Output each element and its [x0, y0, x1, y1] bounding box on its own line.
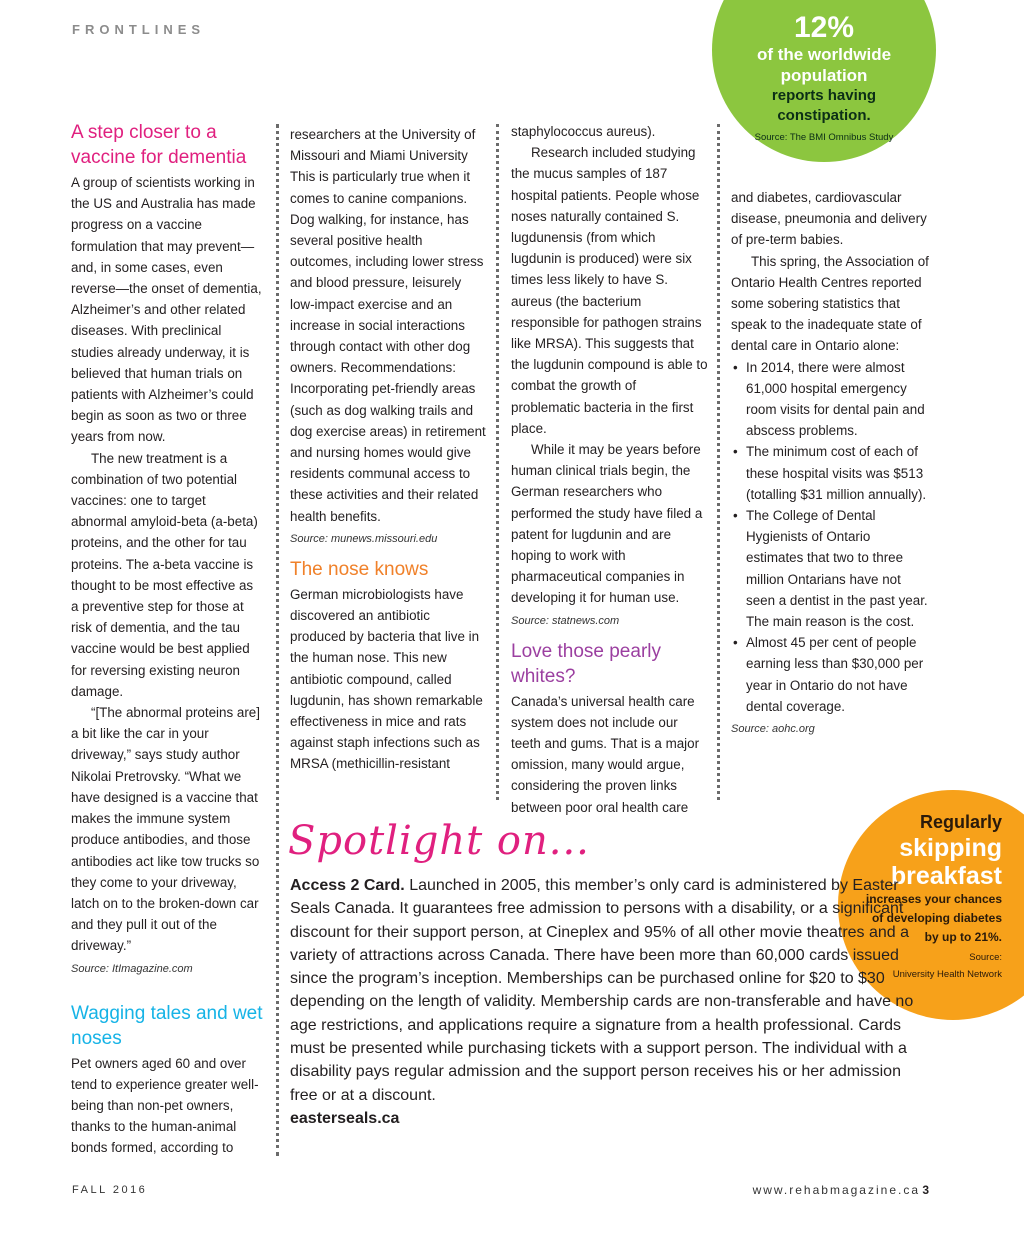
stat-text: by up to 21%. — [924, 930, 1002, 944]
spotlight-lead: Access 2 Card. — [290, 877, 405, 894]
article-paragraph: Research included studying the mucus samples of 187 hospital patients. People whose noses naturally contained S. lugdunensis (from which lugdunin is produced) were six times less likely to have S. aureus (the bacterium responsible for pathogen strains like MRSA). This suggests that the lugdunin compound is able to combat the growth of problematic bacteria in the first place. — [511, 145, 708, 436]
column-3 — [511, 121, 708, 818]
bullet-list — [731, 357, 929, 717]
stat-text: of developing diabetes — [871, 911, 1002, 925]
article-paragraph: The new treatment is a combination of two potential vaccines: one to target abnormal amyloid-beta (a-beta) proteins, and the other for tau proteins. The a-beta vaccine is thought to be most effective as a preventive step for those at risk of dementia, and the tau vaccine would be best applied for reversing existing neuron damage. — [71, 450, 258, 699]
article-paragraph: This spring, the Association of Ontario Health Centres reported some sobering statistics that speak to the inadequate state of dental care in Ontario alone: — [731, 253, 929, 354]
column-divider — [717, 124, 720, 800]
stat-headline: skipping — [899, 834, 1002, 862]
article-paragraph: researchers at the University of Missouri and Miami University This is particularly true when it comes to canine companions. Dog walking, for instance, has several positive health outcomes, including lower stress and blood pressure, leisurely low-impact exercise and an increase in social interactions through contact with other dog owners. Recommendations: Incorporating pet-friendly areas (such as dog walking trails and dog exercise areas) in retirement and nursing homes would give residents communal access to these activities and their related health benefits. — [290, 127, 486, 524]
stat-text: Regularly — [919, 812, 1002, 832]
article-paragraph: staphylococcus aureus). — [511, 124, 656, 139]
column-2 — [290, 124, 486, 775]
article-paragraph: Canada’s universal health care system does not include our teeth and gums. That is a major omission, many would argue, considering the proven links between poor oral health care — [511, 693, 700, 815]
stat-source: Source: The BMI Omnibus Study — [754, 132, 894, 143]
article-title-teeth: Love those pearly whites? — [511, 640, 661, 687]
stat-text: population — [780, 66, 868, 85]
footer-issue: FALL 2016 — [72, 1184, 148, 1196]
article-paragraph: Pet owners aged 60 and over tend to experience greater well-being than non-pet owners, thanks to the human-animal bonds formed, according to — [71, 1055, 259, 1156]
article-paragraph: A group of scientists working in the US and Australia has made progress on a vaccine formulation that may prevent—and, in some cases, even reverse—the onset of dementia, Alzheimer’s and other related diseases. With preclinical studies already underway, it is believed that human trials on patients with Alzheimer’s could begin as soon as two or three years from now. — [71, 175, 262, 445]
stat-source: University Health Network — [892, 969, 1002, 980]
spotlight-title: Spotlight on... — [288, 818, 590, 864]
spotlight-body — [290, 874, 930, 1130]
list-item: • Almost 45 per cent of people earning less than $30,000 per year in Ontario do not have dental coverage. — [731, 632, 929, 717]
article-source: Source: statnews.com — [511, 614, 620, 627]
footer-site[interactable]: www.rehabmagazine.ca — [752, 1183, 920, 1197]
column-divider — [496, 124, 499, 800]
section-label: FRONTLINES — [72, 22, 206, 37]
article-paragraph: and diabetes, cardiovascular disease, pneumonia and delivery of pre-term babies. — [731, 190, 927, 248]
stat-headline: breakfast — [890, 862, 1002, 890]
article-paragraph: While it may be years before human clinical trials begin, the German researchers who performed the study have filed a patent for lugdunin and are hoping to work with pharmaceutical companies in developing it for human use. — [511, 442, 703, 606]
page-number: 3 — [922, 1183, 929, 1197]
stat-text: constipation. — [777, 107, 871, 124]
stat-circle-green — [712, 0, 936, 162]
stat-percent: 12% — [793, 11, 855, 44]
article-paragraph: German microbiologists have discovered an antibiotic produced by bacteria that live in the human nose. This new antibiotic compound, called lugdunin, has shown remarkable effectiveness in mice and rats against staph infections such as MRSA (methicillin-resistant — [290, 586, 483, 772]
stat-text: reports having — [771, 87, 877, 104]
spotlight-link[interactable]: easterseals.ca — [290, 1109, 400, 1127]
article-source: Source: ItImagazine.com — [71, 962, 193, 975]
spotlight-text: Launched in 2005, this member’s only card is administered by Easter Seals Canada. It guarantees free admission to persons with a disability, or a significant discount for their support person, at Cineplex and 95% of all other movie theatres and a variety of attractions across Canada. There have been more than 60,000 cards issued since the program’s inception. Memberships can be purchased online for $20 to $30 depending on the length of validity. Membership cards are non-transferable and have no age restrictions, and applications require a signature from a health professional. Cards must be presented while purchasing tickets with a support person. The individual with a disability pays regular admission and the support person receives his or her admission free or at a discount. — [290, 877, 914, 1104]
article-title-pets: Wagging tales and wet noses — [71, 1002, 263, 1049]
article-source: Source: aohc.org — [731, 723, 815, 736]
list-item: • The College of Dental Hygienists of Ontario estimates that two to three million Ontarians have not seen a dentist in the past year. The main reason is the cost. — [731, 505, 929, 632]
column-1 — [71, 120, 263, 1159]
column-4 — [731, 187, 929, 737]
article-title-nose: The nose knows — [290, 558, 429, 580]
column-divider — [276, 124, 279, 1156]
article-source: Source: munews.missouri.edu — [290, 532, 438, 545]
stat-text: increases your chances — [865, 892, 1002, 906]
stat-source: Source: — [969, 952, 1002, 963]
stat-text: of the worldwide — [756, 45, 892, 64]
article-title-dementia: A step closer to a vaccine for dementia — [71, 122, 247, 168]
list-item: • In 2014, there were almost 61,000 hospital emergency room visits for dental pain and abscess problems. — [731, 357, 929, 442]
list-item: • The minimum cost of each of these hospital visits was $513 (totalling $31 million annually). — [731, 441, 929, 505]
article-paragraph: “[The abnormal proteins are] a bit like the car in your driveway,” says study author Nikolai Pretrovsky. “What we have designed is a vaccine that makes the immune system produce antibodies, and those antibodies act like tow trucks so they come to your driveway, latch on to the broken-down car and they pull it out of the driveway.” — [71, 705, 260, 954]
